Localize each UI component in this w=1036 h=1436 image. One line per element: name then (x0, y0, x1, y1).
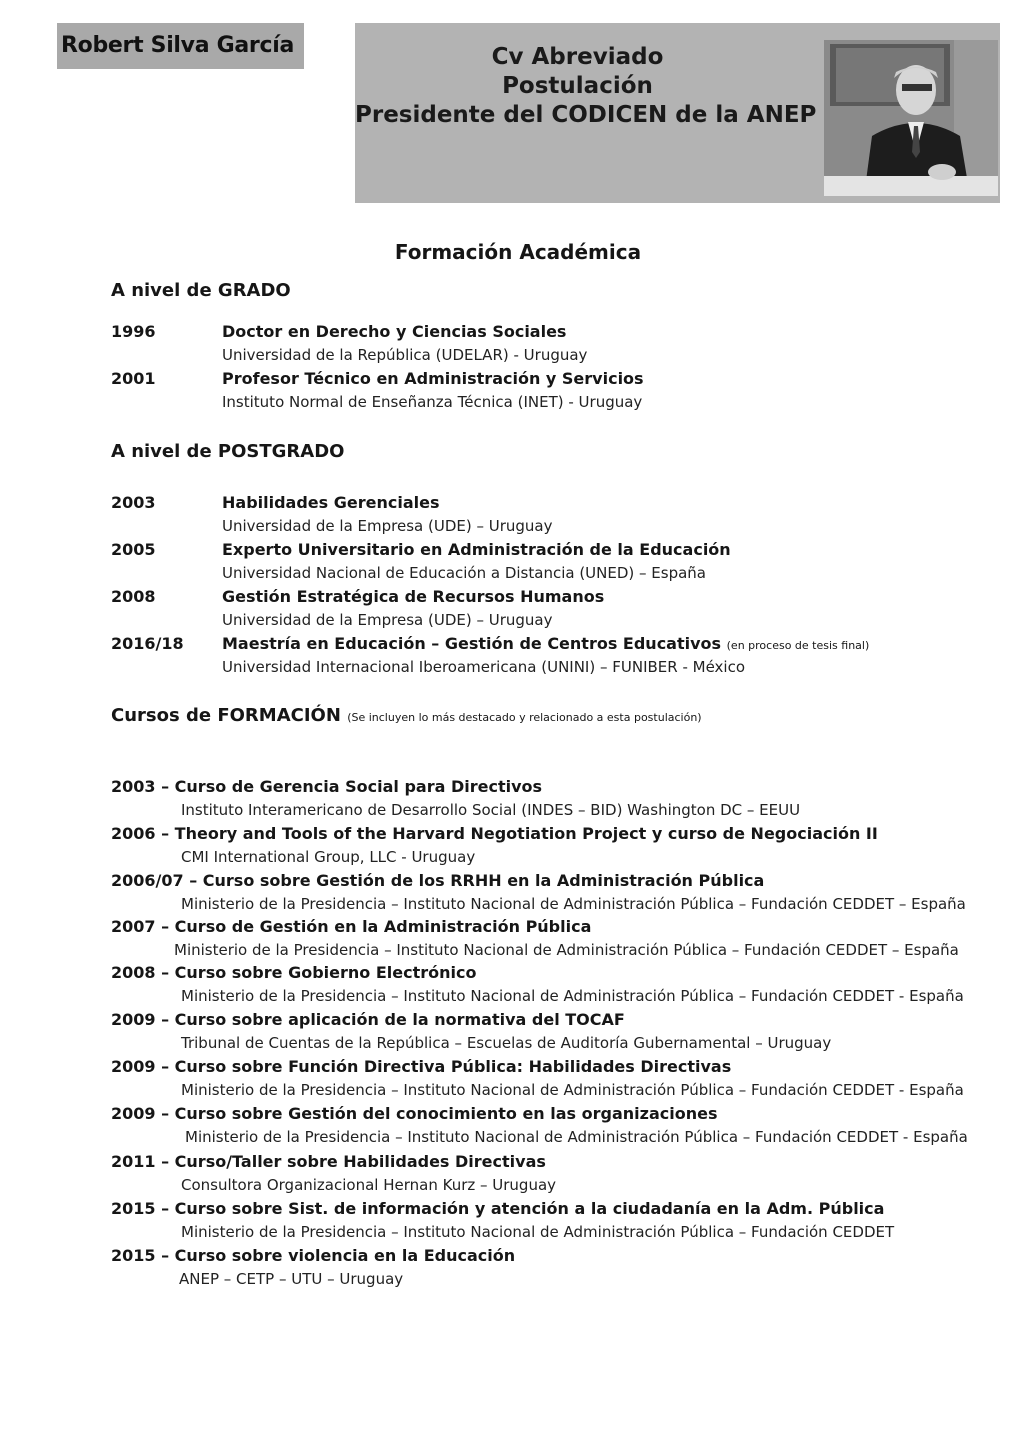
item-note: (en proceso de tesis final) (726, 639, 870, 652)
candidate-name: Robert Silva García (57, 23, 304, 69)
course-title: 2015 – Curso sobre Sist. de información y atención a la ciudadanía en la Adm. Pública (111, 1199, 885, 1218)
item-year: 2008 (111, 587, 156, 606)
item-title: Habilidades Gerenciales (222, 493, 440, 512)
course-institution: Ministerio de la Presidencia – Instituto Nacional de Administración Pública – Fundación CEDDET - España (181, 1081, 964, 1099)
header-title-line: Cv Abreviado (491, 44, 664, 70)
candidate-photo (824, 40, 998, 196)
course-institution: ANEP – CETP – UTU – Uruguay (179, 1270, 404, 1288)
course-institution: Tribunal de Cuentas de la República – Escuelas de Auditoría Gubernamental – Uruguay (181, 1034, 832, 1052)
header-title-line: Presidente del CODICEN de la ANEP (355, 102, 817, 128)
cursos-heading-text: Cursos de FORMACIÓN (111, 705, 341, 726)
course-institution: Consultora Organizacional Hernan Kurz – Uruguay (181, 1176, 557, 1194)
item-institution: Universidad de la República (UDELAR) - Uruguay (222, 346, 588, 364)
course-title: 2008 – Curso sobre Gobierno Electrónico (111, 963, 477, 982)
course-institution: Ministerio de la Presidencia – Instituto Nacional de Administración Pública – Fundación CEDDET - España (185, 1128, 968, 1146)
item-year: 2005 (111, 540, 156, 559)
item-institution: Universidad de la Empresa (UDE) – Uruguay (222, 611, 553, 629)
item-title (222, 634, 869, 653)
item-title: Doctor en Derecho y Ciencias Sociales (222, 322, 567, 341)
item-institution: Universidad Nacional de Educación a Distancia (UNED) – España (222, 564, 706, 582)
header-title-line: Postulación (502, 73, 653, 99)
course-title: 2011 – Curso/Taller sobre Habilidades Directivas (111, 1152, 546, 1171)
item-title: Gestión Estratégica de Recursos Humanos (222, 587, 605, 606)
section-title: Formación Académica (394, 240, 642, 264)
item-year: 2016/18 (111, 634, 184, 653)
item-institution: Universidad de la Empresa (UDE) – Uruguay (222, 517, 553, 535)
course-title: 2009 – Curso sobre Gestión del conocimiento en las organizaciones (111, 1104, 718, 1123)
header-title (355, 43, 817, 130)
course-title: 2006/07 – Curso sobre Gestión de los RRHH en la Administración Pública (111, 871, 765, 890)
course-title: 2003 – Curso de Gerencia Social para Directivos (111, 777, 543, 796)
header-banner (355, 23, 1000, 203)
cursos-heading (111, 705, 702, 726)
item-year: 2001 (111, 369, 156, 388)
course-title: 2015 – Curso sobre violencia en la Educación (111, 1246, 516, 1265)
grado-heading: A nivel de GRADO (111, 280, 291, 301)
course-institution: Ministerio de la Presidencia – Instituto Nacional de Administración Pública – Fundación CEDDET – España (181, 895, 966, 913)
course-title: 2009 – Curso sobre Función Directiva Pública: Habilidades Directivas (111, 1057, 732, 1076)
course-title: 2006 – Theory and Tools of the Harvard Negotiation Project y curso de Negociación II (111, 824, 878, 843)
course-title: 2009 – Curso sobre aplicación de la normativa del TOCAF (111, 1010, 625, 1029)
item-title: Experto Universitario en Administración de la Educación (222, 540, 731, 559)
course-institution: Instituto Interamericano de Desarrollo Social (INDES – BID) Washington DC – EEUU (181, 801, 801, 819)
item-year: 1996 (111, 322, 156, 341)
course-institution: Ministerio de la Presidencia – Instituto Nacional de Administración Pública – Fundación CEDDET – España (174, 941, 959, 959)
course-institution: Ministerio de la Presidencia – Instituto Nacional de Administración Pública – Fundación CEDDET - España (181, 987, 964, 1005)
course-institution: Ministerio de la Presidencia – Instituto Nacional de Administración Pública – Fundación CEDDET (181, 1223, 895, 1241)
course-institution: CMI International Group, LLC - Uruguay (181, 848, 476, 866)
item-title-text: Maestría en Educación – Gestión de Centros Educativos (222, 634, 722, 653)
item-institution: Instituto Normal de Enseñanza Técnica (INET) - Uruguay (222, 393, 643, 411)
item-institution: Universidad Internacional Iberoamericana (UNINI) – FUNIBER - México (222, 658, 746, 676)
course-title: 2007 – Curso de Gestión en la Administración Pública (111, 917, 592, 936)
item-title: Profesor Técnico en Administración y Servicios (222, 369, 644, 388)
item-year: 2003 (111, 493, 156, 512)
cursos-heading-note: (Se incluyen lo más destacado y relacionado a esta postulación) (347, 711, 702, 724)
postgrado-heading: A nivel de POSTGRADO (111, 441, 345, 462)
